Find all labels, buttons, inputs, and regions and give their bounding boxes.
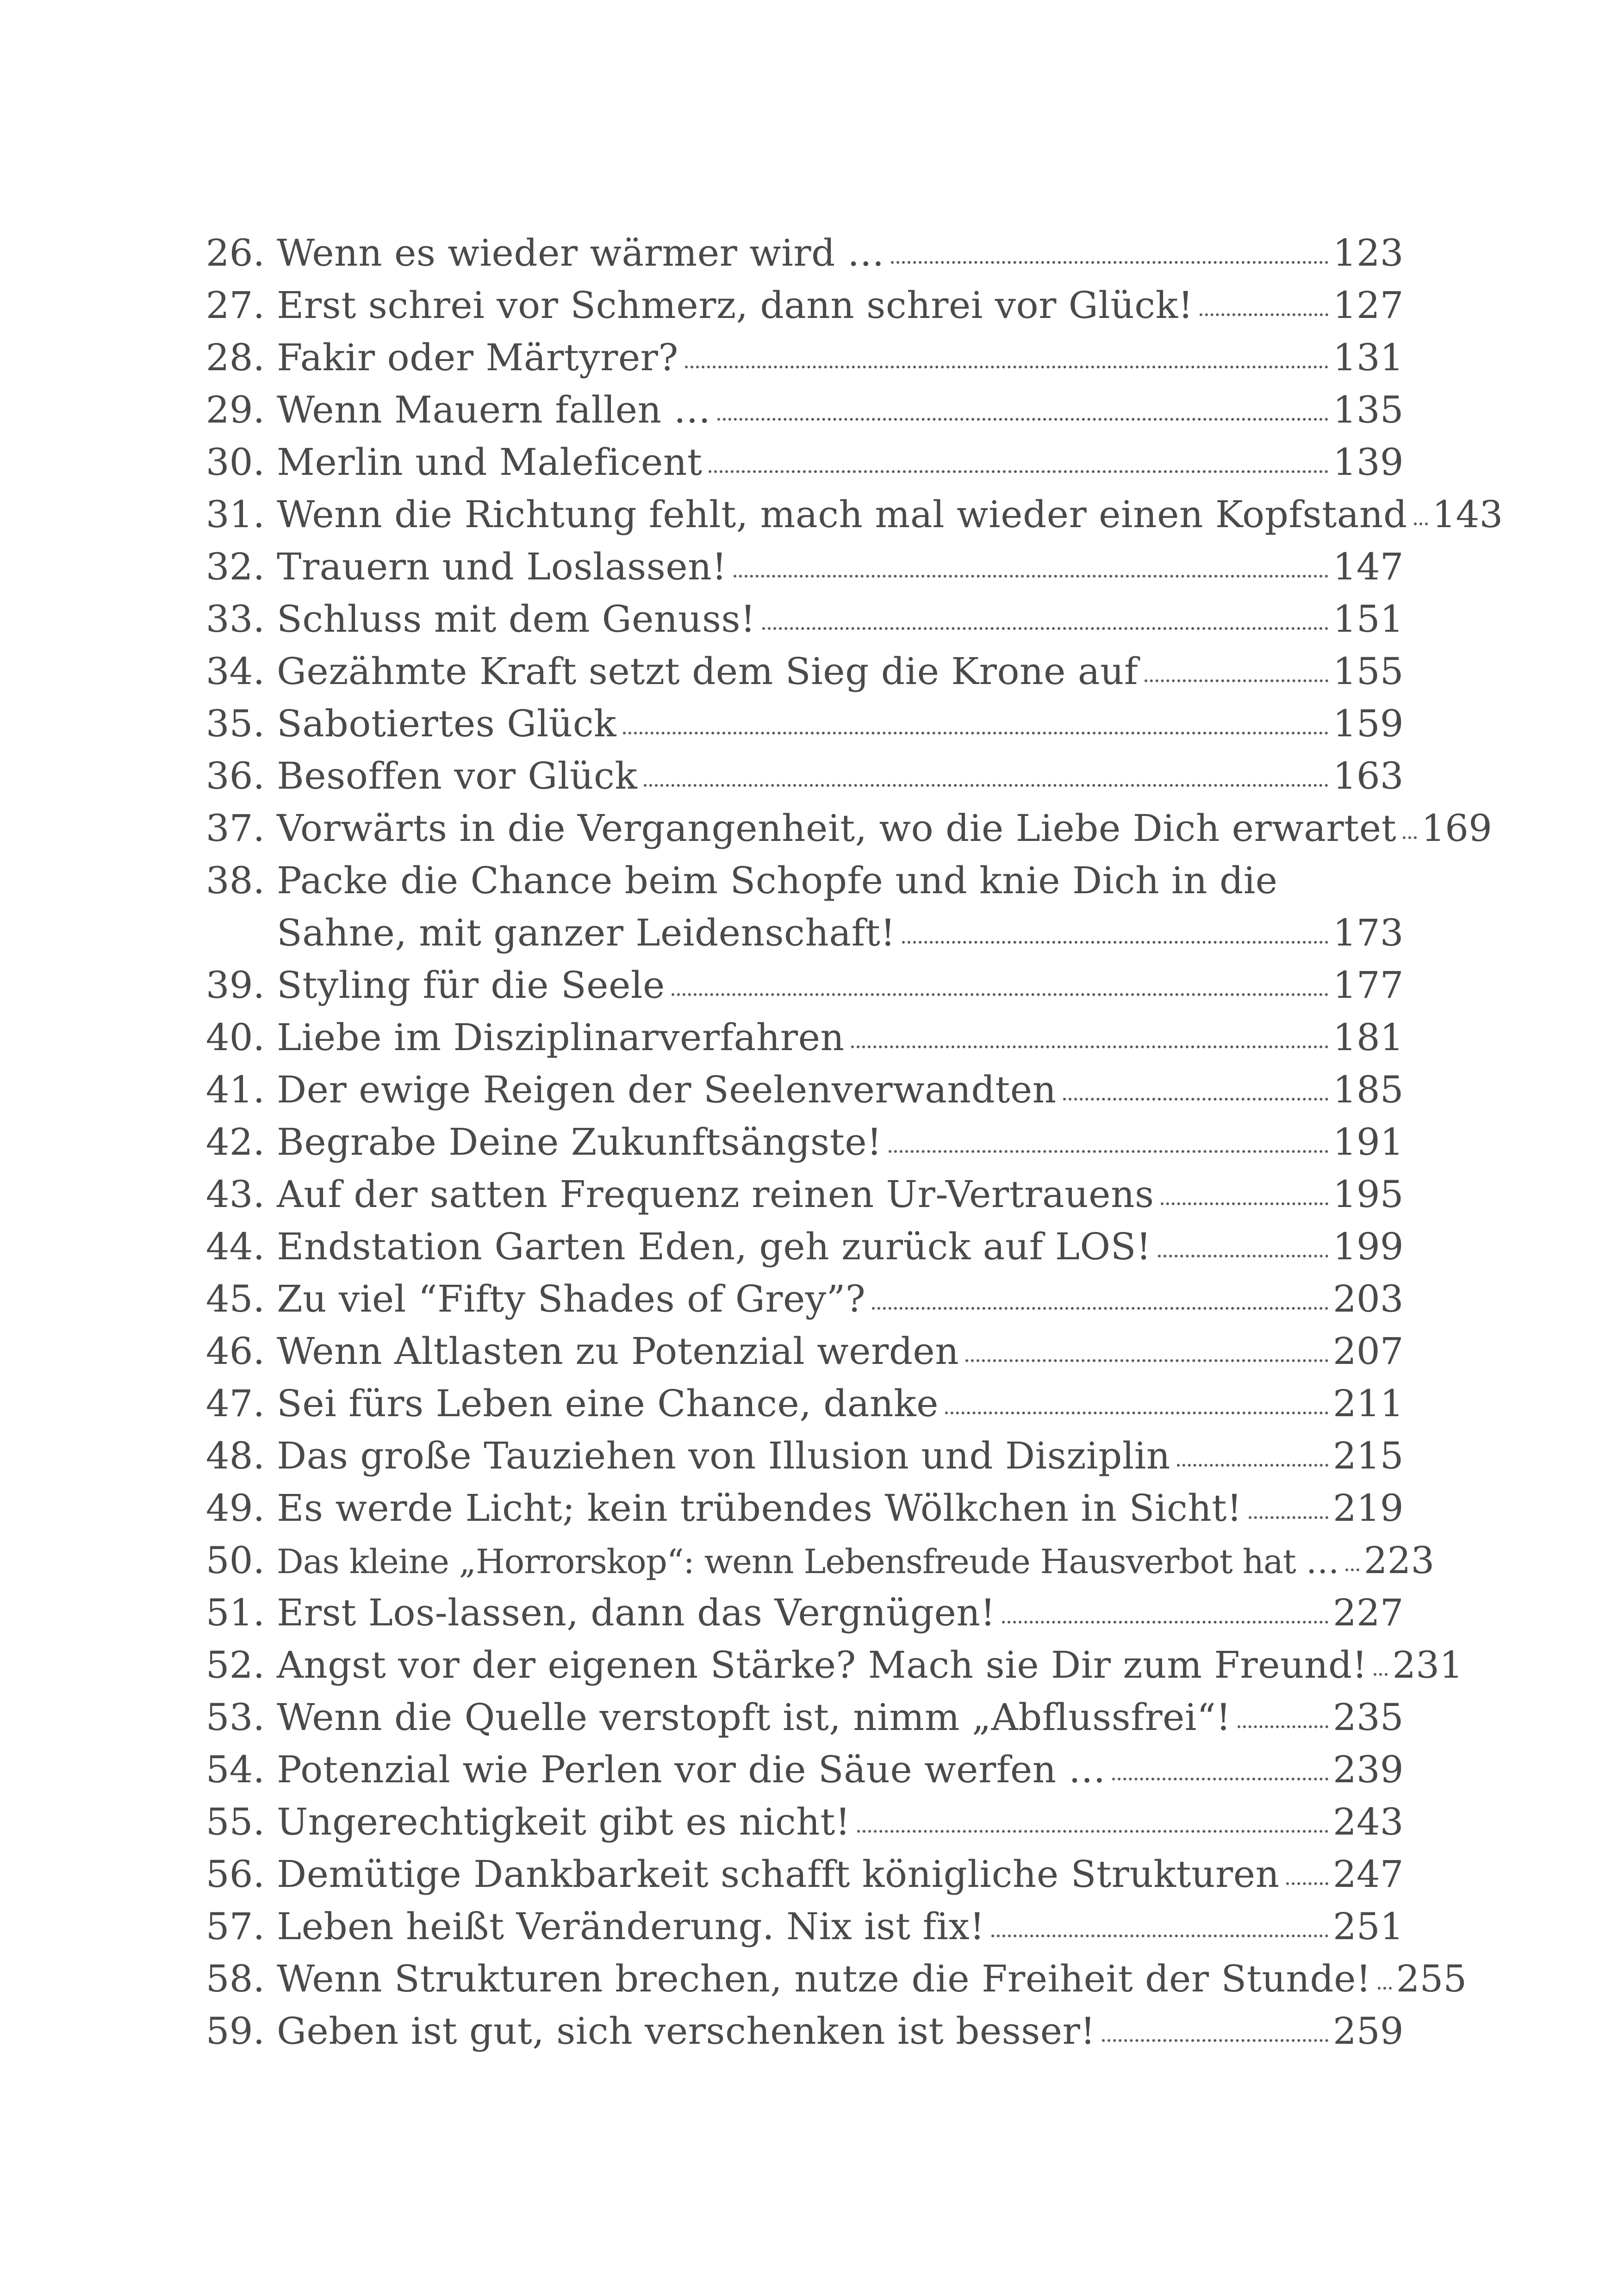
toc-entry [194, 593, 1404, 645]
toc-entry [194, 1534, 1435, 1587]
toc-entry-body [277, 331, 1404, 384]
chapter-title: Leben heißt Veränderung. Nix ist fix! [277, 1905, 985, 1948]
dot-leader [1158, 1255, 1328, 1257]
chapter-title: Besoffen vor Glück [277, 754, 638, 797]
page-number: 247 [1333, 1853, 1404, 1896]
page-number: 127 [1333, 284, 1404, 327]
chapter-title: Liebe im Disziplinarverfahren [277, 1016, 845, 1059]
chapter-title: Begrabe Deine Zukunftsängste! [277, 1120, 882, 1164]
page-number: 181 [1333, 1016, 1404, 1059]
toc-entry [194, 1691, 1404, 1743]
chapter-title: Vorwärts in die Vergangenheit, wo die Liebe Dich erwartet [277, 807, 1397, 850]
toc-entry-body [277, 593, 1404, 645]
toc-entry-body [277, 1430, 1404, 1482]
dot-leader [1249, 1516, 1328, 1519]
toc-entry [194, 227, 1404, 279]
toc-entry [194, 645, 1404, 697]
toc-entry-body [277, 645, 1404, 697]
toc-entry-body [277, 1691, 1404, 1743]
page-number: 235 [1333, 1696, 1404, 1739]
chapter-title: Das große Tauziehen von Illusion und Disziplin [277, 1434, 1170, 1477]
dot-leader [1345, 1568, 1359, 1571]
page-number: 251 [1333, 1905, 1404, 1948]
chapter-number: 27. [205, 284, 265, 327]
chapter-title: Auf der satten Frequenz reinen Ur-Vertrauens [277, 1173, 1154, 1216]
toc-entry [194, 1848, 1404, 1900]
chapter-title: Styling für die Seele [277, 964, 665, 1007]
page-number: 131 [1333, 336, 1404, 379]
page-number: 169 [1421, 807, 1492, 850]
toc-entry-body [277, 227, 1404, 279]
chapter-title: Potenzial wie Perlen vor die Säue werfen … [277, 1748, 1106, 1791]
dot-leader [991, 1935, 1328, 1937]
toc-entry-body [277, 279, 1404, 331]
dot-leader [644, 784, 1328, 787]
toc-entry [194, 1325, 1404, 1377]
page-number: 231 [1392, 1643, 1463, 1686]
dot-leader [1403, 836, 1417, 839]
chapter-title: Sahne, mit ganzer Leidenschaft! [277, 911, 896, 954]
chapter-title: Wenn die Quelle verstopft ist, nimm „Abflussfrei“! [277, 1696, 1232, 1739]
chapter-number: 54. [205, 1748, 265, 1791]
toc-entry [194, 1482, 1404, 1534]
dot-leader [734, 575, 1328, 578]
toc-entry [194, 959, 1404, 1011]
chapter-number: 31. [205, 493, 265, 536]
toc-entry-body [277, 1743, 1404, 1796]
chapter-title: Es werde Licht; kein trübendes Wölkchen in Sicht! [277, 1487, 1242, 1530]
dot-leader [851, 1045, 1329, 1048]
chapter-title: Geben ist gut, sich verschenken ist besser! [277, 2010, 1096, 2053]
toc-entry [194, 1639, 1463, 1691]
chapter-number: 43. [205, 1173, 265, 1216]
toc-entry-body [277, 854, 1404, 959]
dot-leader [1374, 1673, 1388, 1676]
dot-leader [889, 1150, 1328, 1153]
chapter-number: 57. [205, 1905, 265, 1948]
page-number: 255 [1396, 1957, 1467, 2000]
toc-entry [194, 331, 1404, 384]
dot-leader [762, 627, 1328, 630]
chapter-number: 52. [205, 1643, 265, 1686]
chapter-number: 53. [205, 1696, 265, 1739]
dot-leader [1002, 1621, 1328, 1624]
toc-entry-body [277, 384, 1404, 436]
chapter-number: 39. [205, 964, 265, 1007]
dot-leader [1112, 1778, 1328, 1780]
page-number: 173 [1333, 911, 1404, 954]
chapter-title: Wenn Strukturen brechen, nutze die Freiheit der Stunde! [277, 1957, 1371, 2000]
toc-entry [194, 1900, 1404, 1953]
toc-entry [194, 1953, 1467, 2005]
chapter-number: 58. [205, 1957, 265, 2000]
toc-entry [194, 1273, 1404, 1325]
table-of-contents [194, 227, 1503, 2057]
toc-entry [194, 854, 1404, 959]
chapter-title: Sei fürs Leben eine Chance, danke [277, 1382, 939, 1425]
chapter-number: 30. [205, 441, 265, 484]
chapter-title: Wenn die Richtung fehlt, mach mal wieder einen Kopfstand [277, 493, 1407, 536]
chapter-number: 48. [205, 1434, 265, 1477]
chapter-title: Packe die Chance beim Schopfe und knie Dich in die [277, 859, 1278, 902]
toc-entry [194, 1587, 1404, 1639]
chapter-number: 55. [205, 1800, 265, 1843]
page-number: 259 [1333, 2010, 1404, 2053]
page-number: 123 [1333, 231, 1404, 274]
chapter-title: Merlin und Maleficent [277, 441, 703, 484]
toc-entry [194, 1430, 1404, 1482]
toc-entry [194, 488, 1503, 541]
chapter-number: 40. [205, 1016, 265, 1059]
chapter-number: 34. [205, 650, 265, 693]
chapter-number: 47. [205, 1382, 265, 1425]
page-number: 185 [1333, 1068, 1404, 1111]
chapter-title: Wenn Altlasten zu Potenzial werden [277, 1330, 959, 1373]
dot-leader [1286, 1882, 1328, 1885]
dot-leader [1145, 679, 1328, 682]
chapter-title: Zu viel “Fifty Shades of Grey”? [277, 1277, 866, 1320]
toc-entry [194, 384, 1404, 436]
toc-entry-body [277, 1639, 1463, 1691]
toc-entry-body [277, 1587, 1404, 1639]
chapter-title: Angst vor der eigenen Stärke? Mach sie Dir zum Freund! [277, 1643, 1368, 1686]
toc-entry-body [277, 1116, 1404, 1168]
chapter-title: Schluss mit dem Genuss! [277, 597, 756, 641]
chapter-number: 29. [205, 388, 265, 431]
chapter-number: 51. [205, 1591, 265, 1634]
chapter-number: 49. [205, 1487, 265, 1530]
chapter-title: Sabotiertes Glück [277, 702, 616, 745]
title-line-2 [277, 907, 1404, 959]
chapter-title: Wenn Mauern fallen … [277, 388, 711, 431]
toc-entry-body [277, 2005, 1404, 2057]
page-number: 239 [1333, 1748, 1404, 1791]
toc-entry-body [277, 1953, 1467, 2005]
dot-leader [717, 418, 1328, 421]
toc-entry-body [277, 488, 1503, 541]
toc-entry [194, 541, 1404, 593]
toc-entry-body [277, 541, 1404, 593]
page-number: 163 [1333, 754, 1404, 797]
toc-entry [194, 2005, 1404, 2057]
chapter-number: 26. [205, 231, 265, 274]
page-number: 215 [1333, 1434, 1404, 1477]
toc-entry [194, 279, 1404, 331]
toc-entry-body [277, 802, 1492, 854]
page-number: 135 [1333, 388, 1404, 431]
toc-entry [194, 1220, 1404, 1273]
dot-leader [945, 1412, 1328, 1414]
toc-entry-body [277, 1011, 1404, 1064]
chapter-number: 28. [205, 336, 265, 379]
page-number: 203 [1333, 1277, 1404, 1320]
toc-entry [194, 1168, 1404, 1220]
toc-entry [194, 1796, 1404, 1848]
dot-leader [1177, 1464, 1328, 1467]
toc-entry [194, 1064, 1404, 1116]
chapter-number: 35. [205, 702, 265, 745]
page-number: 147 [1333, 545, 1404, 588]
toc-entry-body [277, 750, 1404, 802]
toc-entry [194, 1743, 1404, 1796]
dot-leader [1063, 1098, 1328, 1101]
dot-leader [1378, 1987, 1392, 1990]
chapter-title: Wenn es wieder wärmer wird … [277, 231, 885, 274]
toc-entry-body [277, 697, 1404, 750]
dot-leader [1414, 523, 1428, 525]
page-number: 155 [1333, 650, 1404, 693]
dot-leader [672, 993, 1328, 996]
toc-entry-body [277, 1273, 1404, 1325]
dot-leader [1200, 313, 1328, 316]
dot-leader [1238, 1725, 1328, 1728]
toc-entry-body [277, 959, 1404, 1011]
dot-leader [902, 941, 1328, 944]
dot-leader [709, 470, 1328, 473]
page-number: 243 [1333, 1800, 1404, 1843]
page-number: 151 [1333, 597, 1404, 641]
toc-entry [194, 750, 1404, 802]
toc-entry [194, 1116, 1404, 1168]
dot-leader [685, 366, 1328, 368]
toc-entry [194, 436, 1404, 488]
page-number: 139 [1333, 441, 1404, 484]
chapter-number: 41. [205, 1068, 265, 1111]
toc-entry-body [277, 1534, 1435, 1588]
chapter-title: Der ewige Reigen der Seelenverwandten [277, 1068, 1057, 1111]
chapter-title: Das kleine „Horrorskop“: wenn Lebensfreude Hausverbot hat … [277, 1542, 1339, 1581]
chapter-number: 56. [205, 1853, 265, 1896]
toc-entry-body [277, 1168, 1404, 1220]
dot-leader [965, 1359, 1328, 1362]
toc-entry-body [277, 436, 1404, 488]
chapter-number: 45. [205, 1277, 265, 1320]
page-number: 199 [1333, 1225, 1404, 1268]
page-number: 223 [1363, 1539, 1435, 1582]
chapter-number: 42. [205, 1120, 265, 1164]
chapter-number: 36. [205, 754, 265, 797]
chapter-number: 32. [205, 545, 265, 588]
chapter-number: 33. [205, 597, 265, 641]
page-number: 227 [1333, 1591, 1404, 1634]
toc-entry [194, 802, 1492, 854]
toc-entry-body [277, 1848, 1404, 1900]
toc-entry-body [277, 1325, 1404, 1377]
chapter-title: Fakir oder Märtyrer? [277, 336, 678, 379]
page-number: 143 [1432, 493, 1503, 536]
toc-entry-body [277, 1377, 1404, 1430]
chapter-title: Trauern und Loslassen! [277, 545, 727, 588]
chapter-title: Endstation Garten Eden, geh zurück auf LOS! [277, 1225, 1151, 1268]
chapter-number: 44. [205, 1225, 265, 1268]
toc-entry-body [277, 1796, 1404, 1848]
toc-entry-body [277, 1900, 1404, 1953]
chapter-number: 59. [205, 2010, 265, 2053]
page-number: 195 [1333, 1173, 1404, 1216]
page-number: 159 [1333, 702, 1404, 745]
toc-entry-body [277, 1482, 1404, 1534]
chapter-number: 50. [205, 1539, 265, 1582]
dot-leader [623, 732, 1328, 734]
toc-entry-body [277, 1220, 1404, 1273]
dot-leader [1102, 2039, 1328, 2042]
toc-entry-body [277, 1064, 1404, 1116]
page-number: 207 [1333, 1330, 1404, 1373]
chapter-title: Gezähmte Kraft setzt dem Sieg die Krone auf [277, 650, 1139, 693]
dot-leader [1161, 1202, 1328, 1205]
chapter-number: 37. [205, 807, 265, 850]
dot-leader [891, 261, 1328, 264]
toc-entry [194, 1011, 1404, 1064]
dot-leader [857, 1830, 1329, 1833]
chapter-number: 38. [205, 859, 265, 902]
toc-entry [194, 697, 1404, 750]
title-line-1 [277, 854, 1398, 907]
page-number: 211 [1333, 1382, 1404, 1425]
chapter-number: 46. [205, 1330, 265, 1373]
page-number: 191 [1333, 1120, 1404, 1164]
chapter-title: Erst schrei vor Schmerz, dann schrei vor Glück! [277, 284, 1194, 327]
dot-leader [872, 1307, 1328, 1310]
page-number: 177 [1333, 964, 1404, 1007]
toc-entry [194, 1377, 1404, 1430]
chapter-title: Ungerechtigkeit gibt es nicht! [277, 1800, 851, 1843]
page-number: 219 [1333, 1487, 1404, 1530]
chapter-title: Erst Los-lassen, dann das Vergnügen! [277, 1591, 996, 1634]
chapter-title: Demütige Dankbarkeit schafft königliche Strukturen [277, 1853, 1280, 1896]
